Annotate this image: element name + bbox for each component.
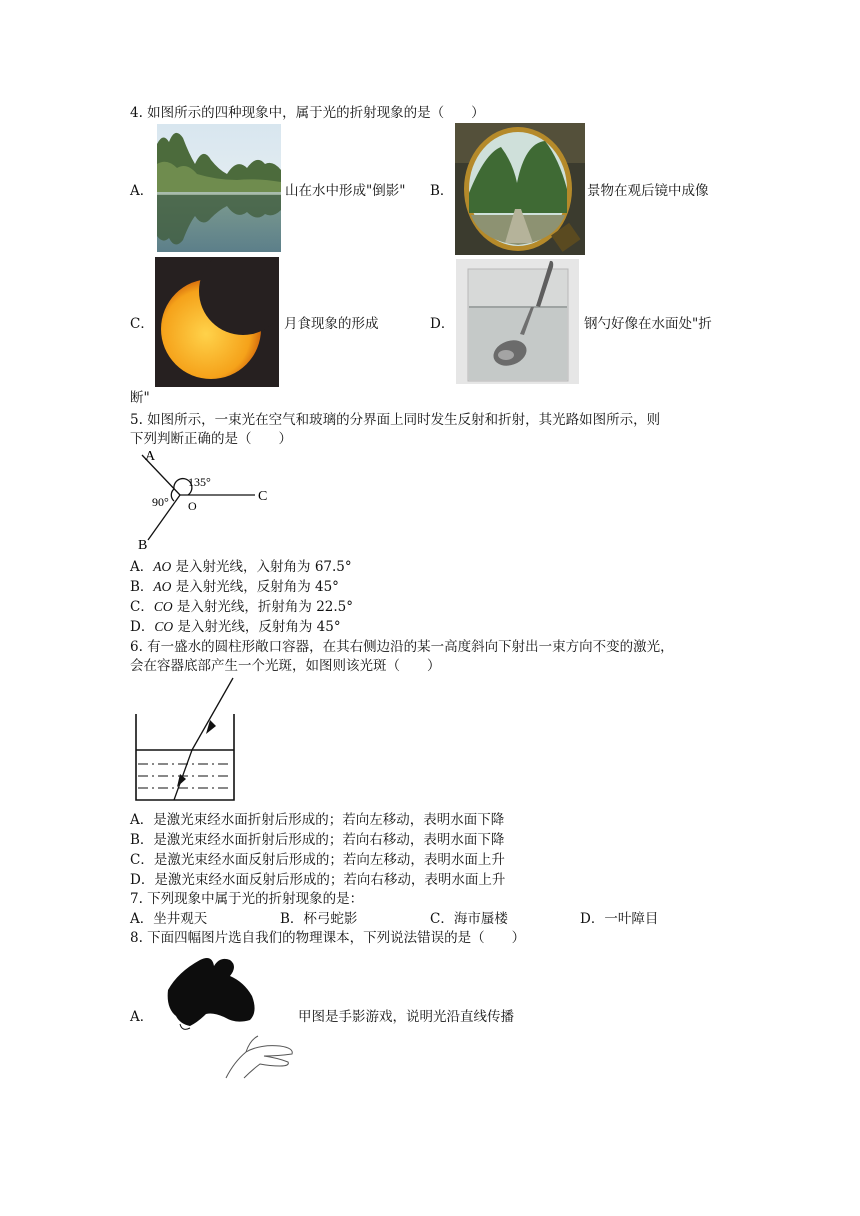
q5-option-d-subject: CO (154, 619, 174, 634)
q6-option-d: D．是激光束经水面反射后形成的；若向右移动，表明水面上升 (130, 872, 506, 888)
hand-shadow (168, 958, 255, 1026)
diagram-angle-135: 135° (188, 475, 211, 489)
q6-option-c: C．是激光束经水面反射后形成的；若向左移动，表明水面上升 (130, 852, 505, 868)
q8-option-a-text: 甲图是手影游戏，说明光沿直线传播 (298, 1009, 514, 1025)
q5-stem-line2: 下列判断正确的是（ ） (130, 431, 292, 447)
q4-option-b-letter: B． (430, 183, 454, 199)
q4-option-a-letter: A． (130, 183, 154, 199)
diagram-label-c: C (258, 489, 268, 504)
q5-option-c: C．CO 是入射光线，折射角为 22.5° (130, 599, 354, 615)
q7-stem: 7. 下列现象中属于光的折射现象的是： (130, 891, 364, 907)
q4-option-c-text: 月食现象的形成 (284, 316, 379, 332)
q6-option-b: B．是激光束经水面折射后形成的；若向右移动，表明水面下降 (130, 832, 505, 848)
q7-option-a: A．坐井观天 (130, 911, 208, 927)
diagram-label-o: O (188, 499, 197, 513)
spoon-in-water-photo (456, 259, 579, 384)
incident-laser-beam (192, 678, 233, 750)
q5-option-b: B．AO 是入射光线，反射角为 45° (130, 579, 339, 595)
q6-stem-line2: 会在容器底部产生一个光斑，如图则该光斑（ ） (130, 658, 441, 674)
diagram-label-b: B (138, 538, 148, 553)
q4-option-a-text: 山在水中形成"倒影" (285, 183, 406, 199)
q8-stem: 8. 下面四幅图片选自我们的物理课本，下列说法错误的是（ ） (130, 930, 526, 946)
q4-option-d-text: 钢勺好像在水面处"折 (584, 316, 712, 332)
diagram-label-a: A (145, 449, 156, 464)
q4-option-c-letter: C． (130, 316, 154, 332)
q5-option-a: A．AO 是入射光线，入射角为 67.5° (130, 559, 352, 575)
q8-option-a-letter: A． (130, 1009, 154, 1025)
q7-option-b: B．杯弓蛇影 (280, 911, 358, 927)
diagram-angle-90: 90° (152, 495, 169, 509)
hand-shadow-picture (160, 952, 300, 1082)
q5-option-c-subject: CO (153, 599, 173, 614)
mountain-reflection-photo (157, 124, 281, 252)
q5-option-d: D．CO 是入射光线，反射角为 45° (130, 619, 341, 635)
q7-option-c: C．海市蜃楼 (430, 911, 508, 927)
q4-option-d-text-continued: 断" (130, 390, 150, 406)
hand-outline (226, 1036, 292, 1078)
q6-stem-line1: 6. 有一盛水的圆柱形敞口容器，在其右侧边沿的某一高度斜向下射出一束方向不变的激光， (130, 639, 674, 655)
q5-option-a-subject: AO (153, 559, 172, 574)
q4-stem: 4. 如图所示的四种现象中，属于光的折射现象的是（ ） (130, 105, 485, 121)
container-outline (136, 714, 234, 800)
q7-option-d: D．一叶障目 (580, 911, 659, 927)
q5-option-b-subject: AO (153, 579, 172, 594)
lunar-eclipse-photo (155, 257, 279, 387)
q5-stem-line1: 5. 如图所示，一束光在空气和玻璃的分界面上同时发生反射和折射，其光路如图所示，则 (130, 412, 661, 428)
laser-container-diagram (130, 676, 242, 804)
q4-option-b-text: 景物在观后镜中成像 (587, 183, 709, 199)
refracted-laser-beam (174, 750, 192, 800)
rearview-mirror-photo (455, 123, 585, 255)
angle-arc-90 (171, 489, 174, 501)
reflection-refraction-diagram (130, 448, 275, 556)
q6-option-a: A．是激光束经水面折射后形成的；若向左移动，表明水面下降 (130, 812, 505, 828)
q4-option-d-letter: D． (430, 316, 455, 332)
